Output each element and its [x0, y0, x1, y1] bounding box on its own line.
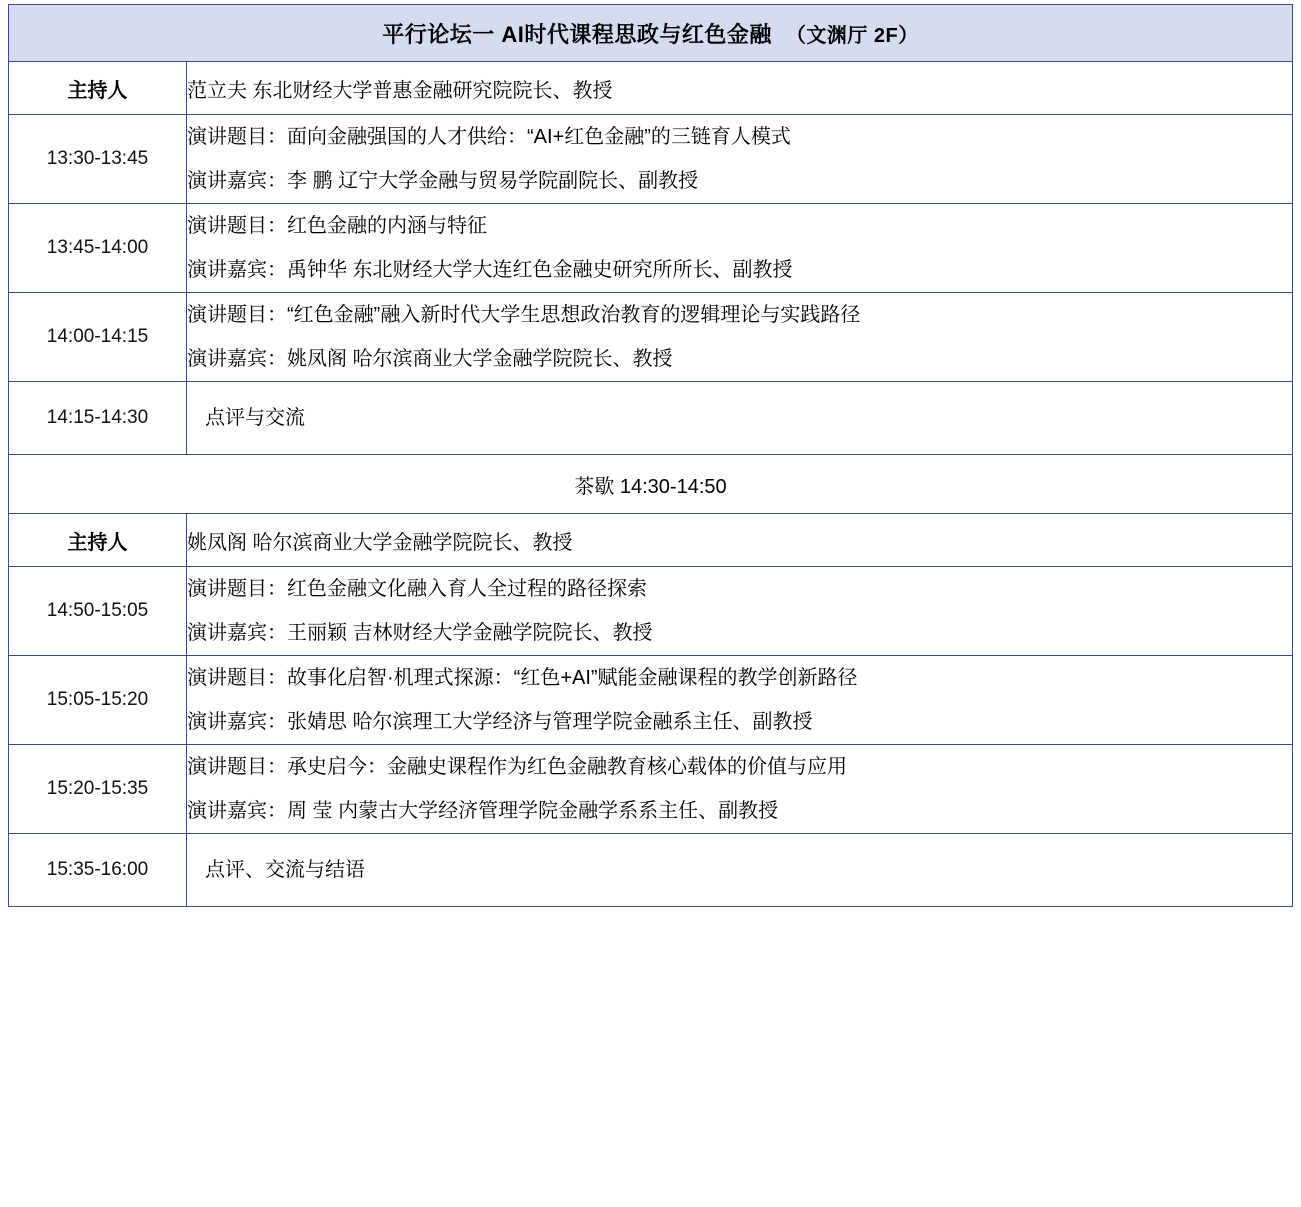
session-content-2 [187, 204, 1293, 293]
session-content-7 [187, 745, 1293, 834]
session-topic-6: 演讲题目：故事化启智·机理式探源：“红色+AI”赋能金融课程的教学创新路径 [187, 667, 858, 689]
session-speaker-5: 演讲嘉宾：王丽颖 吉林财经大学金融学院院长、教授 [187, 622, 653, 644]
session-time-1: 13:30-13:45 [9, 115, 187, 204]
session-content-8: 点评、交流与结语 [187, 834, 1293, 907]
session-time-6: 15:05-15:20 [9, 656, 187, 745]
page-title: 平行论坛一 AI时代课程思政与红色金融 [382, 21, 772, 47]
table-row [9, 115, 1293, 204]
table-row [9, 62, 1293, 115]
session-time-4: 14:15-14:30 [9, 382, 187, 455]
venue-label: （文渊厅 2F） [785, 24, 919, 47]
session-content-1 [187, 115, 1293, 204]
session-content-5 [187, 567, 1293, 656]
host-name-1: 范立夫 东北财经大学普惠金融研究院院长、教授 [187, 62, 1293, 115]
session-speaker-1: 演讲嘉宾：李 鹏 辽宁大学金融与贸易学院副院长、副教授 [187, 170, 699, 192]
host-name-2: 姚凤阁 哈尔滨商业大学金融学院院长、教授 [187, 514, 1293, 567]
session-speaker-3: 演讲嘉宾：姚凤阁 哈尔滨商业大学金融学院院长、教授 [187, 348, 673, 370]
session-speaker-2: 演讲嘉宾：禹钟华 东北财经大学大连红色金融史研究所所长、副教授 [187, 259, 793, 281]
host-label-1: 主持人 [9, 62, 187, 115]
session-topic-2: 演讲题目：红色金融的内涵与特征 [187, 215, 487, 237]
host-label-2: 主持人 [9, 514, 187, 567]
session-content-4: 点评与交流 [187, 382, 1293, 455]
table-row [9, 567, 1293, 656]
session-time-2: 13:45-14:00 [9, 204, 187, 293]
agenda-table [8, 4, 1293, 907]
session-topic-7: 演讲题目：承史启今：金融史课程作为红色金融教育核心载体的价值与应用 [187, 756, 847, 778]
session-topic-5: 演讲题目：红色金融文化融入育人全过程的路径探索 [187, 578, 647, 600]
forum-title-cell [9, 5, 1293, 62]
table-row-title [9, 5, 1293, 62]
session-speaker-6: 演讲嘉宾：张婧思 哈尔滨理工大学经济与管理学院金融系主任、副教授 [187, 711, 813, 733]
table-row [9, 293, 1293, 382]
table-row [9, 745, 1293, 834]
session-content-6 [187, 656, 1293, 745]
session-topic-1: 演讲题目：面向金融强国的人才供给：“AI+红色金融”的三链育人模式 [187, 126, 791, 148]
table-row [9, 204, 1293, 293]
session-content-3 [187, 293, 1293, 382]
tea-break-cell: 茶歇 14:30-14:50 [9, 455, 1293, 514]
table-row [9, 656, 1293, 745]
session-time-3: 14:00-14:15 [9, 293, 187, 382]
table-row [9, 514, 1293, 567]
table-row-break [9, 455, 1293, 514]
session-time-8: 15:35-16:00 [9, 834, 187, 907]
session-speaker-7: 演讲嘉宾：周 莹 内蒙古大学经济管理学院金融学系系主任、副教授 [187, 800, 779, 822]
table-row [9, 834, 1293, 907]
session-time-7: 15:20-15:35 [9, 745, 187, 834]
session-topic-3: 演讲题目：“红色金融”融入新时代大学生思想政治教育的逻辑理论与实践路径 [187, 304, 861, 326]
session-time-5: 14:50-15:05 [9, 567, 187, 656]
table-row [9, 382, 1293, 455]
